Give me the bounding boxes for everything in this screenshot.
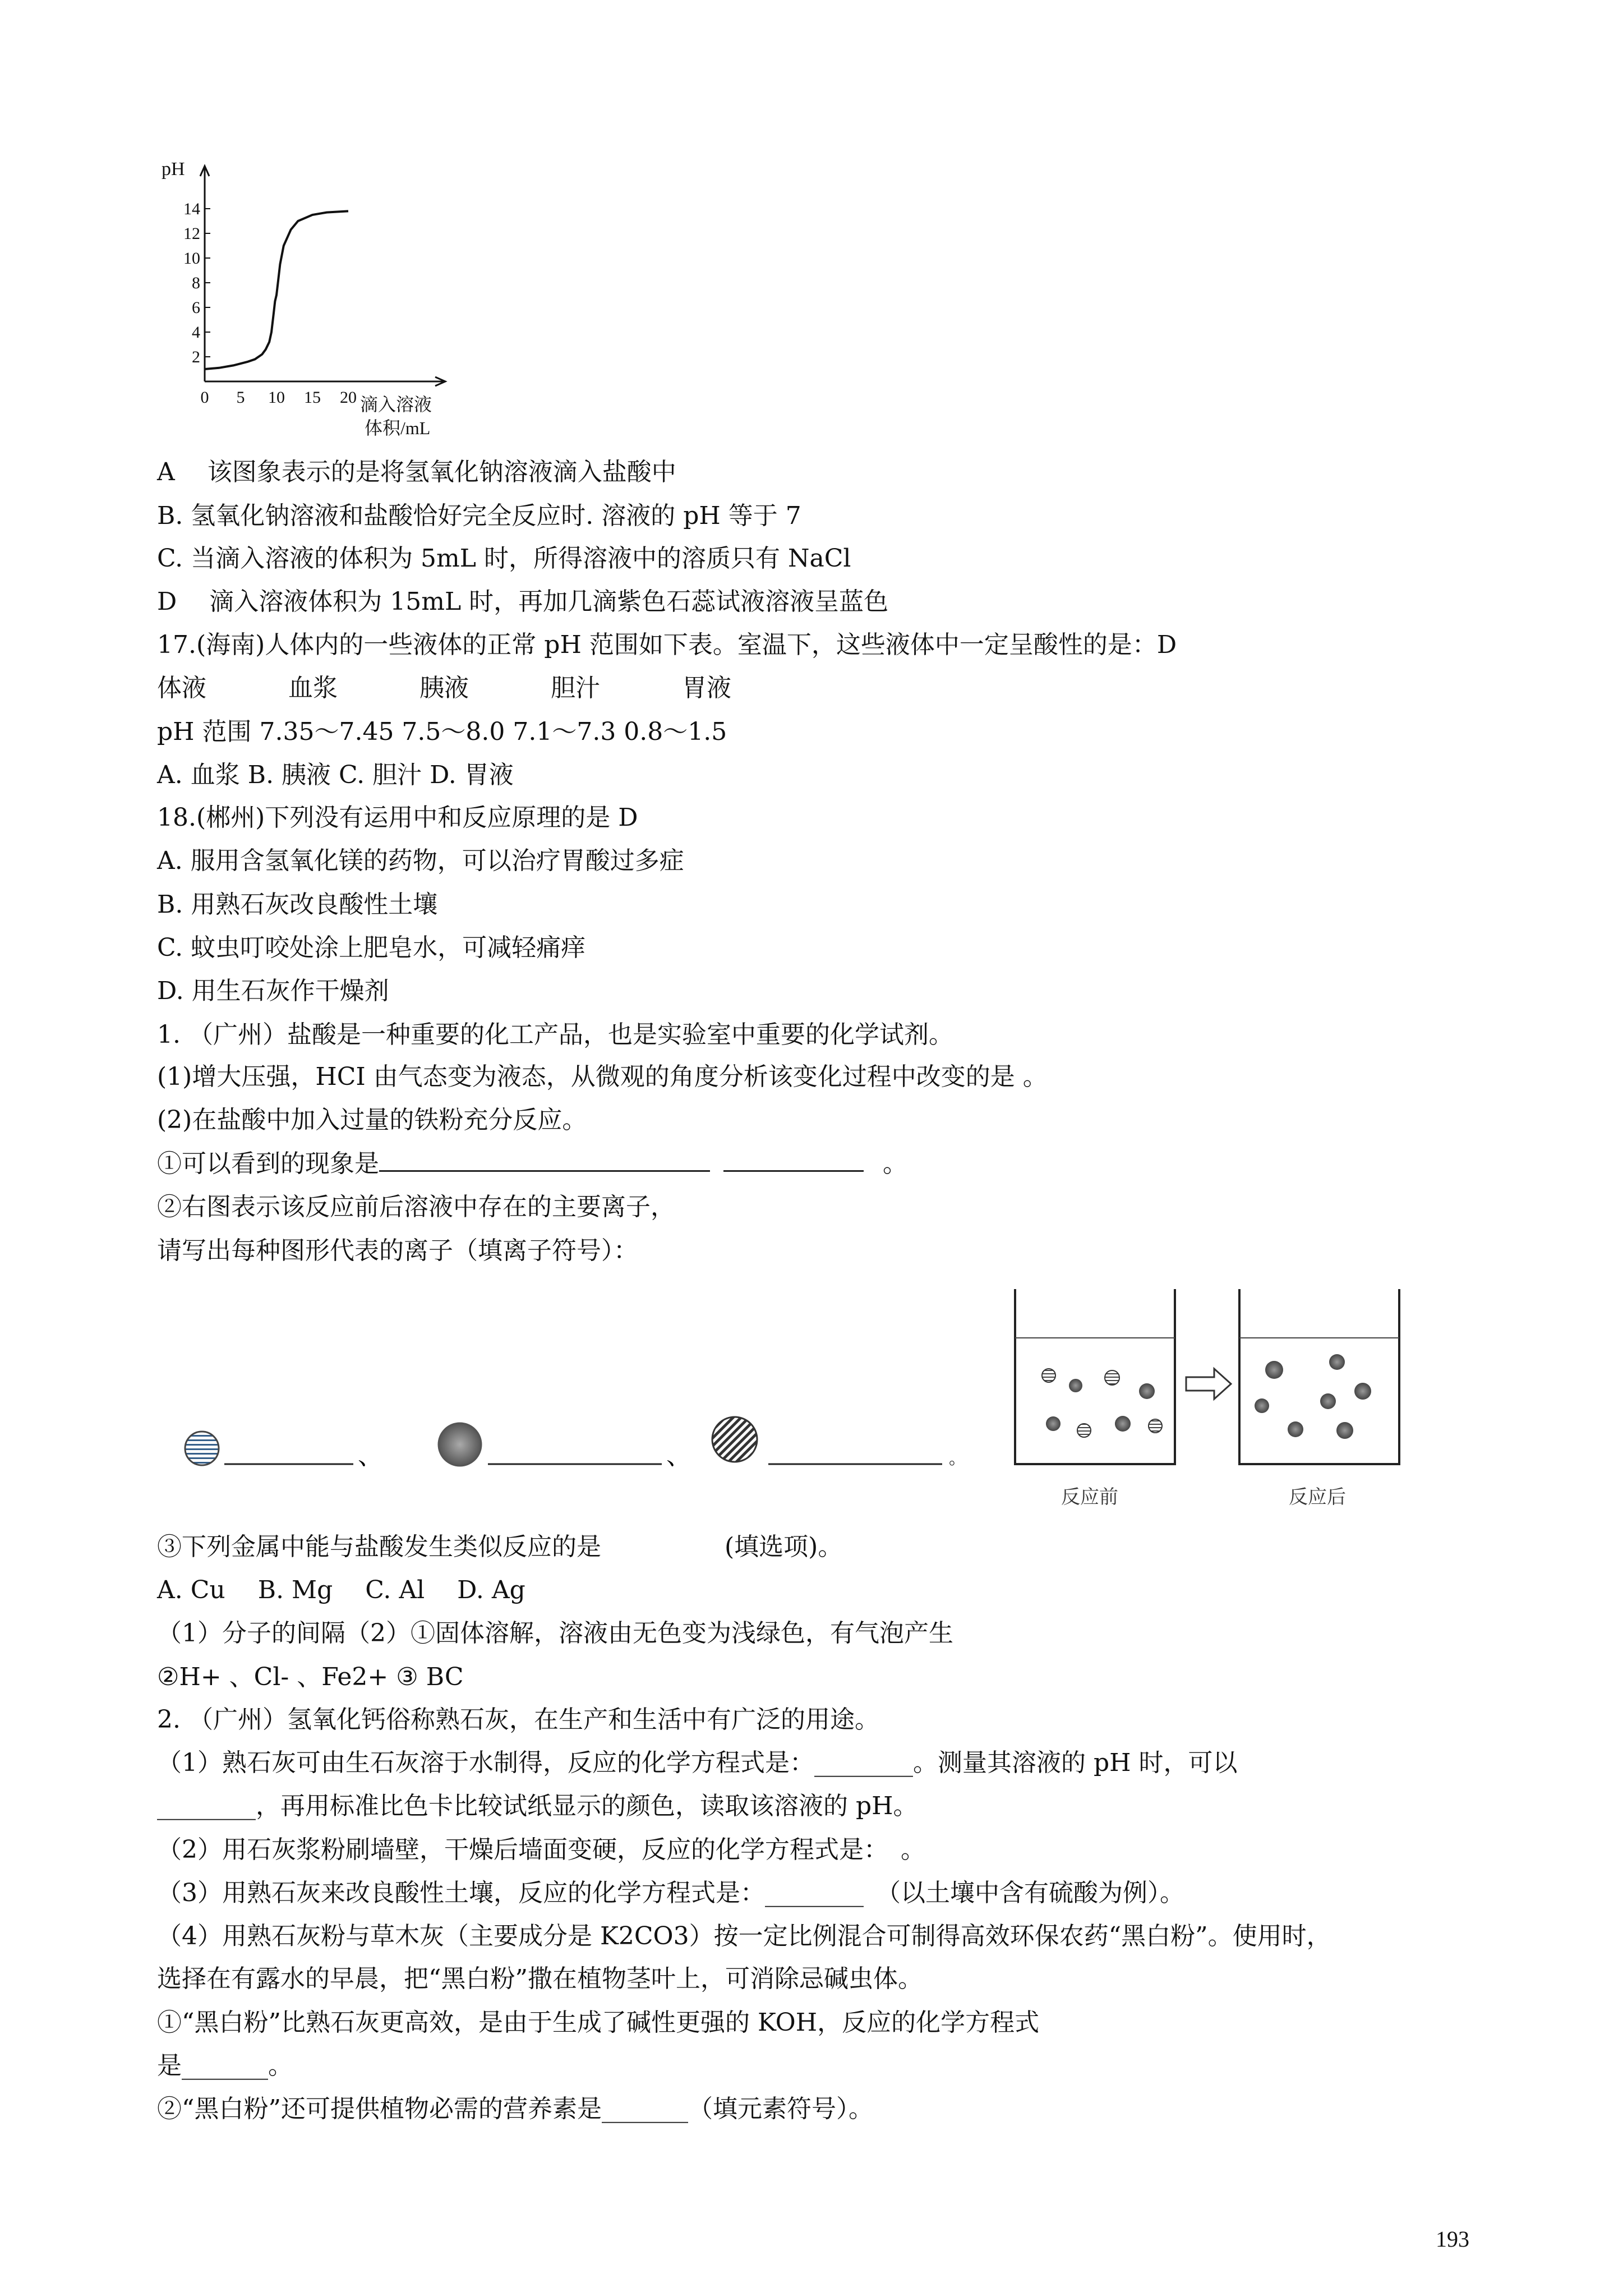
option-d: D 滴入溶液体积为 15mL 时，再加几滴紫色石蕊试液溶液呈蓝色	[157, 587, 889, 616]
q18-option-a: A. 服用含氢氧化镁的药物，可以治疗胃酸过多症	[157, 846, 684, 875]
separator: 、	[666, 1442, 691, 1470]
x-axis-label-line1: 滴入溶液	[360, 394, 432, 415]
separator: 、	[358, 1442, 382, 1470]
q17-table-header: 体液 血浆 胰液 胆汁 胃液	[157, 674, 731, 702]
beaker-before-label: 反应前	[1061, 1486, 1118, 1508]
q2-part-4: （4）用熟石灰粉与草木灰（主要成分是 K2CO3）按一定比例混合可制得高效环保农药“黑白粉”。使用时，	[157, 1922, 1331, 1950]
q1-part-2-1-text: ①可以看到的现象是	[157, 1149, 379, 1178]
y-tick-label: 14	[183, 200, 200, 218]
x-tick-label: 20	[340, 388, 357, 407]
beaker-after	[1239, 1289, 1399, 1508]
q1-part-2: (2)在盐酸中加入过量的铁粉充分反应。	[157, 1106, 587, 1134]
chart-ticks	[183, 200, 357, 407]
sentence-end: 。	[883, 1149, 907, 1178]
option-c: C. 当滴入溶液的体积为 5mL 时，所得溶液中的溶质只有 NaCl	[157, 544, 851, 573]
q2-part-2: （2）用石灰浆粉刷墙壁，干燥后墙面变硬，反应的化学方程式是： 。	[157, 1835, 925, 1864]
question-2-guangzhou: 2. （广州）氢氧化钙俗称熟石灰，在生产和生活中有广泛的用途。	[157, 1705, 879, 1734]
option-a: A 该图象表示的是将氢氧化钠溶液滴入盐酸中	[157, 458, 676, 486]
y-tick-label: 6	[192, 298, 200, 317]
option-b: B. 氢氧化钠溶液和盐酸恰好完全反应时. 溶液的 pH 等于 7	[157, 501, 801, 530]
ion-symbol-striped-blue	[185, 1432, 219, 1465]
question-1-guangzhou: 1. （广州）盐酸是一种重要的化工产品，也是实验室中重要的化学试剂。	[157, 1020, 953, 1049]
q1-instruction: 请写出每种图形代表的离子（填离子符号）：	[157, 1236, 638, 1265]
beaker-after-label: 反应后	[1289, 1486, 1346, 1508]
chart-axes	[200, 166, 445, 386]
q1-part-1: (1)增大压强，HCI 由气态变为液态，从微观的角度分析该变化过程中改变的是 。	[157, 1062, 1048, 1091]
y-tick-label: 4	[192, 323, 200, 342]
q1-part-2-2: ②右图表示该反应前后溶液中存在的主要离子，	[157, 1193, 675, 1221]
ion-symbol-hatched	[712, 1417, 757, 1462]
q18-option-c: C. 蚊虫叮咬处涂上肥皂水，可减轻痛痒	[157, 933, 586, 962]
q1-part-2-3: ③下列金属中能与盐酸发生类似反应的是 (填选项)。	[157, 1533, 843, 1561]
ion-symbol-dotted	[439, 1423, 481, 1466]
x-tick-label: 5	[236, 388, 245, 407]
q2-part-1: （1）熟石灰可由生石灰溶于水制得，反应的化学方程式是：________。测量其溶液的 pH 时，可以	[157, 1749, 1238, 1777]
q17-options: A. 血浆 B. 胰液 C. 胆汁 D. 胃液	[157, 761, 514, 789]
y-tick-label: 10	[183, 249, 200, 268]
q17-table-ph-row: pH 范围 7.35～7.45 7.5～8.0 7.1～7.3 0.8～1.5	[157, 717, 727, 746]
y-tick-label: 12	[183, 224, 200, 243]
question-17: 17.(海南)人体内的一些液体的正常 pH 范围如下表。室温下，这些液体中一定呈酸性的是：D	[157, 631, 1177, 659]
q2-part-4-2: ②“黑白粉”还可提供植物必需的营养素是_______（填元素符号）。	[157, 2095, 873, 2123]
q2-part-3: （3）用熟石灰来改良酸性土壤，反应的化学方程式是：________ （以土壤中含有硫酸为例）。	[157, 1879, 1184, 1907]
y-tick-label: 8	[192, 274, 200, 292]
beaker-before	[1015, 1289, 1175, 1508]
question-18: 18.(郴州)下列没有运用中和反应原理的是 D	[157, 803, 638, 832]
arrow-icon	[1186, 1369, 1231, 1399]
x-tick-label: 10	[268, 388, 285, 407]
x-tick-label: 15	[304, 388, 321, 407]
ph-curve-line	[205, 211, 348, 369]
separator: 。	[949, 1449, 966, 1469]
y-tick-label: 2	[192, 348, 200, 366]
q2-part-4-1: ①“黑白粉”比熟石灰更高效，是由于生成了碱性更强的 KOH，反应的化学方程式	[157, 2008, 1040, 2037]
x-tick-label: 0	[200, 388, 209, 407]
q2-part-4-cont: 选择在有露水的早晨，把“黑白粉”撒在植物茎叶上，可消除忌碱虫体。	[157, 1964, 923, 1993]
q2-part-4-1-cont: 是_______。	[157, 2051, 293, 2080]
q1-part-2-1	[157, 1147, 907, 1181]
answer-blank[interactable]	[379, 1148, 710, 1172]
q18-option-b: B. 用熟石灰改良酸性土壤	[157, 890, 438, 919]
reaction-beakers-diagram	[993, 1279, 1497, 1515]
ph-titration-chart	[151, 151, 488, 443]
q18-option-d: D. 用生石灰作干燥剂	[157, 977, 389, 1005]
ion-symbol-row	[168, 1386, 987, 1509]
y-axis-label: pH	[162, 159, 185, 180]
q1-answer-line2: ②H+ 、Cl- 、Fe2+ ③ BC	[157, 1663, 464, 1691]
x-axis-label-line2: 体积/mL	[365, 418, 431, 438]
q1-part-2-3-options: A. Cu B. Mg C. Al D. Ag	[157, 1576, 525, 1604]
page-number: 193	[1436, 2226, 1469, 2252]
q2-part-1-cont: ________，再用标准比色卡比较试纸显示的颜色，读取该溶液的 pH。	[157, 1792, 918, 1820]
answer-blank[interactable]	[723, 1148, 864, 1172]
q1-answer-line1: （1）分子的间隔（2）①固体溶解，溶液由无色变为浅绿色，有气泡产生	[157, 1619, 953, 1648]
